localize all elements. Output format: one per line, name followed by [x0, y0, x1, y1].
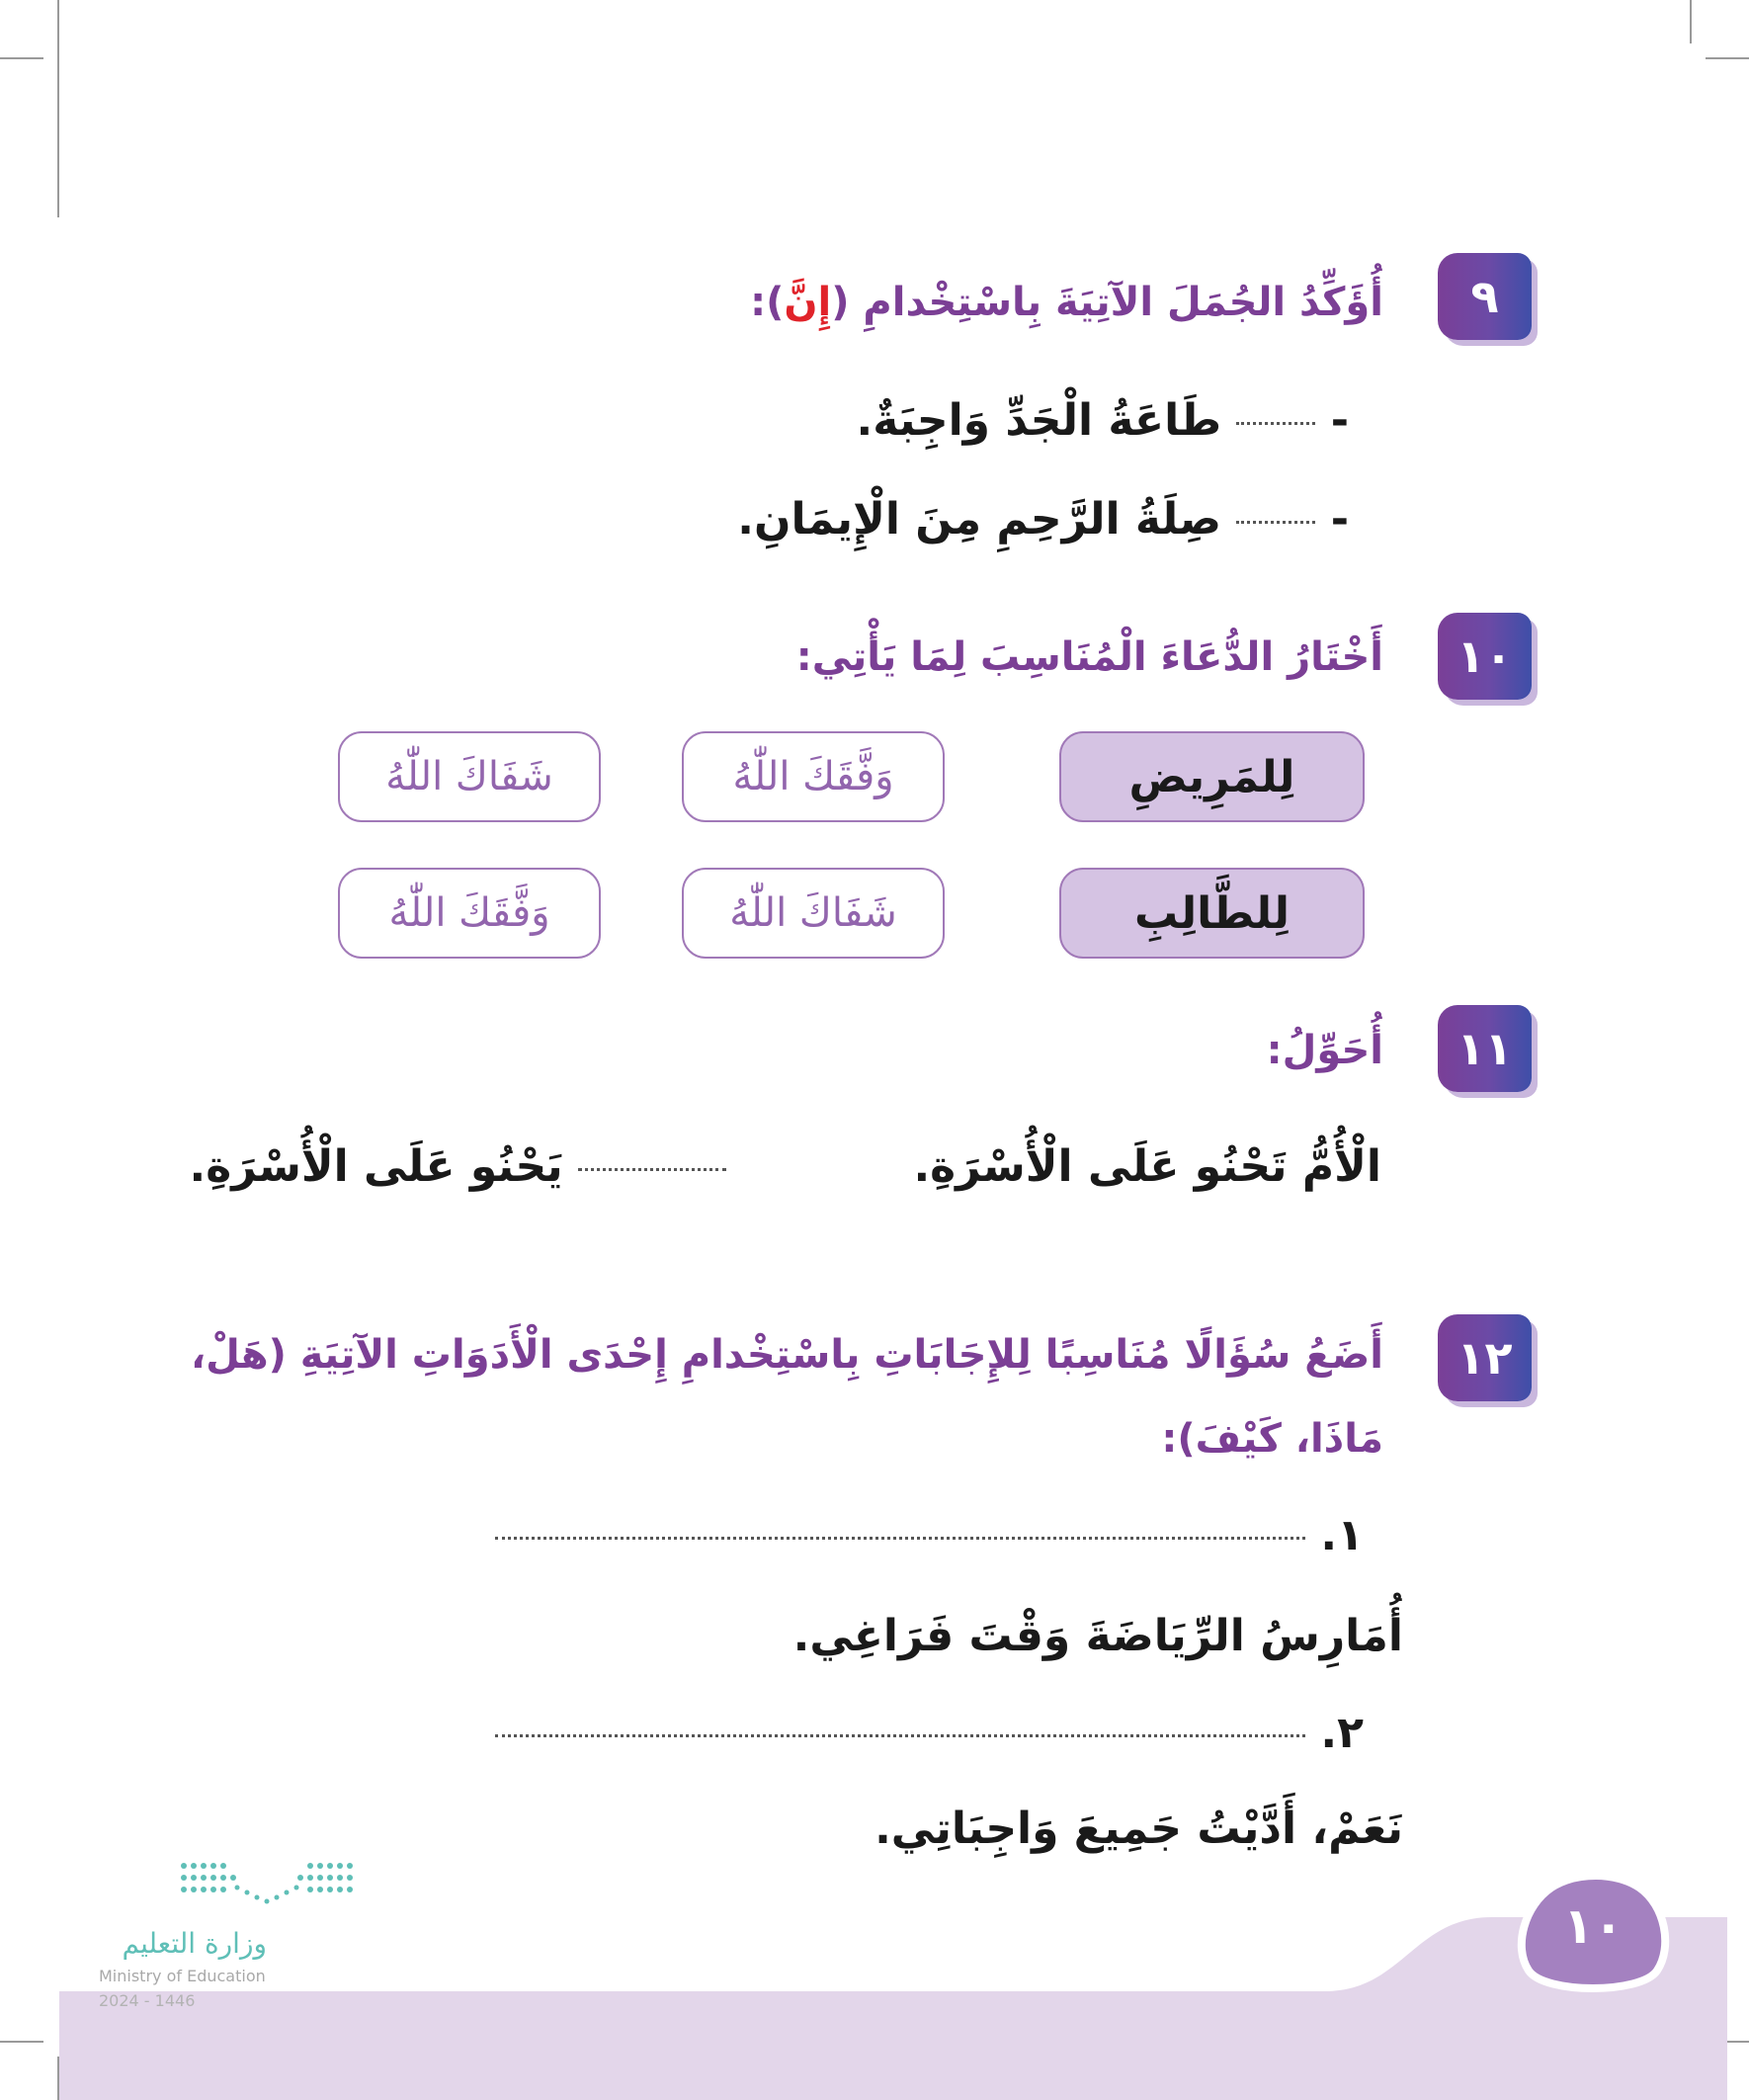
question-number-badge: ٩ — [1438, 253, 1532, 340]
exercise-line — [857, 395, 1350, 446]
category-pill: لِلمَرِيضِ — [1059, 731, 1365, 822]
question-title-end: ): — [750, 280, 785, 325]
crop-mark — [0, 57, 43, 59]
exercise-line — [737, 494, 1349, 545]
dash-marker: - — [1330, 395, 1349, 446]
answer-blank[interactable] — [1236, 521, 1315, 524]
ministry-name-english: Ministry of Education — [99, 1967, 266, 1985]
sentence-text: صِلَةُ الرَّحِمِ مِنَ الْإِيمَانِ. — [737, 494, 1222, 545]
item-number: ٢. — [1320, 1708, 1364, 1758]
crop-mark — [1706, 57, 1749, 59]
question-title-line2: مَاذَا، كَيْفَ): — [1161, 1416, 1383, 1462]
category-pill: لِلطَّالِبِ — [1059, 868, 1365, 959]
option-pill[interactable]: شَفَاكَ اللّٰهُ — [338, 731, 601, 822]
question-title-text: أُؤَكِّدُ الجُمَلَ الآتِيَةَ بِاسْتِخْدامِ ( — [831, 280, 1383, 325]
numbered-line — [495, 1510, 1364, 1560]
page-number: ١٠ — [1562, 1897, 1624, 1955]
answer-blank[interactable] — [1236, 422, 1315, 425]
question-title: أُحَوِّلُ: — [1266, 1028, 1383, 1073]
crop-mark — [57, 0, 59, 217]
option-pill[interactable]: شَفَاكَ اللّٰهُ — [682, 868, 945, 959]
source-sentence: الْأُمُّ تَحْنُو عَلَى الْأُسْرَةِ. — [913, 1141, 1381, 1192]
numbered-line — [495, 1708, 1364, 1758]
answer-blank[interactable] — [495, 1734, 1305, 1737]
crop-mark — [1690, 0, 1692, 43]
year-label: 2024 - 1446 — [99, 1991, 196, 2010]
target-sentence: يَحْنُو عَلَى الْأُسْرَةِ. — [189, 1141, 563, 1192]
highlight-word: إِنَّ — [784, 280, 832, 325]
option-pill[interactable]: وَفَّقَكَ اللّٰهُ — [682, 731, 945, 822]
option-pill[interactable]: وَفَّقَكَ اللّٰهُ — [338, 868, 601, 959]
question-number-badge: ١٠ — [1438, 613, 1532, 700]
ministry-name-arabic: وزارة التعليم — [122, 1927, 267, 1960]
answer-sentence: أُمَارِسُ الرِّيَاضَةَ وَقْتَ فَرَاغِي. — [792, 1611, 1403, 1661]
sentence-text: طَاعَةُ الْجَدِّ وَاجِبَةٌ. — [856, 395, 1222, 446]
question-title-line1: أَضَعُ سُؤَالًا مُنَاسِبًا لِلإِجَابَاتِ بِاسْتِخْدامِ إِحْدَى الْأَدَوَاتِ الآتِيَةِ (هَلْ، — [190, 1332, 1383, 1378]
ministry-logo-icon — [178, 1858, 356, 1907]
question-title: أَخْتَارُ الدُّعَاءَ الْمُنَاسِبَ لِمَا يَأْتِي: — [795, 634, 1383, 680]
question-number-badge: ١٢ — [1438, 1314, 1532, 1401]
answer-blank[interactable] — [578, 1168, 726, 1171]
answer-sentence: نَعَمْ، أَدَّيْتُ جَمِيعَ وَاجِبَاتِي. — [874, 1804, 1403, 1854]
question-title — [750, 280, 1383, 325]
answer-blank[interactable] — [495, 1537, 1305, 1540]
item-number: ١. — [1320, 1510, 1364, 1560]
exercise-line — [190, 1141, 726, 1192]
dash-marker: - — [1330, 494, 1349, 545]
question-number-badge: ١١ — [1438, 1005, 1532, 1092]
